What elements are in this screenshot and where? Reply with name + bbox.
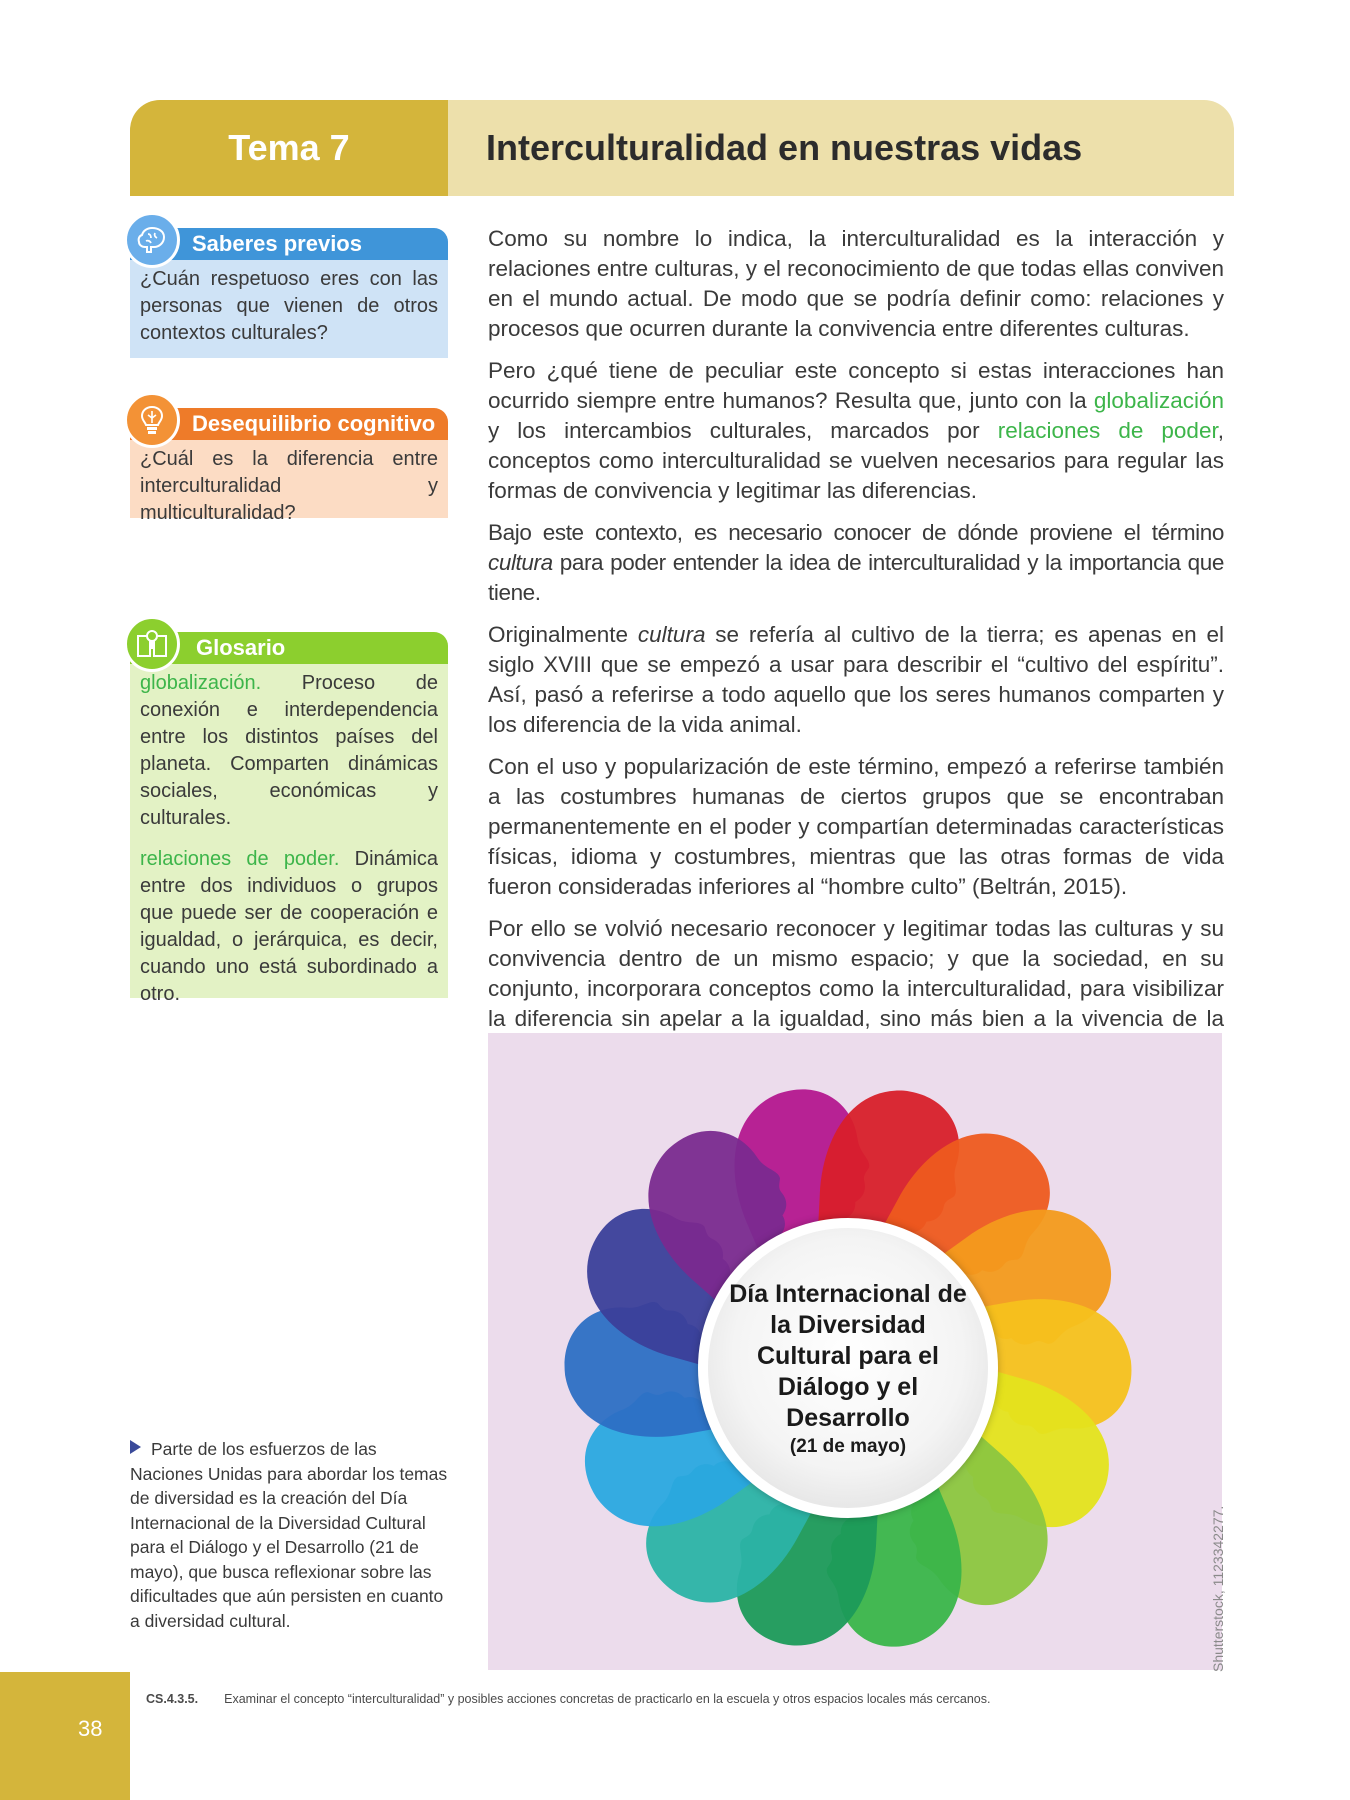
glossary-link-relaciones-de-poder[interactable]: relaciones de poder	[997, 418, 1218, 443]
paragraph: Originalmente cultura se refería al cultivo de la tierra; es apenas en el siglo XVIII que se empezó a usar para describir el “cultivo del espíritu”. Así, pasó a referirse a todo aquello que los seres humanos comparten y los diferencia de la vida animal.	[488, 622, 1225, 737]
glosario-definition: Dinámica entre dos individuos o grupos que puede ser de cooperación e igualdad, o jerárquica, es decir, cuando uno está subordinado a otro.	[140, 848, 438, 1005]
book-magnifier-icon	[124, 616, 180, 672]
objective-text: Examinar el concepto “interculturalidad” y posibles acciones concretas de practicarlo en la escuela y otros espacios locales más cercanos.	[224, 1692, 991, 1706]
glosario-box	[130, 632, 448, 1005]
paragraph: Con el uso y popularización de este término, empezó a referirse también a las costumbres humanas de ciertos grupos que se encontraban permanentemente en el poder y compartían determinadas características físicas, idioma y costumbres, mientras que las otras formas de vida fueron consideradas inferiores al “hombre culto” (Beltrán, 2015).	[488, 754, 1224, 899]
diversity-day-illustration	[488, 1033, 1222, 1670]
desequilibrio-cognitivo-title: Desequilibrio cognitivo	[192, 411, 436, 436]
brain-icon	[124, 212, 180, 268]
paragraph: Como su nombre lo indica, la interculturalidad es la interacción y relaciones entre culturas, y el reconocimiento de que todas ellas conviven en el mundo actual. De modo que se podría definir como: relaciones y procesos que ocurren durante la convivencia entre diferentes culturas.	[488, 226, 1224, 341]
glosario-definition: Proceso de conexión e interdependencia entre los distintos países del planeta. Comparten dinámicas sociales, económicas y culturales.	[140, 672, 438, 829]
saberes-previos-title: Saberes previos	[192, 231, 362, 256]
glosario-entry	[140, 846, 438, 1008]
topic-title-box	[448, 100, 1234, 196]
topic-banner	[130, 100, 1234, 196]
desequilibrio-cognitivo-text: ¿Cuál es la diferencia entre interculturalidad y multiculturalidad?	[130, 440, 448, 518]
image-credit: Shutterstock, 1123342277.	[1210, 1505, 1226, 1672]
center-badge	[698, 1218, 998, 1518]
glosario-term: relaciones de poder.	[140, 848, 340, 870]
topic-number: Tema 7	[228, 127, 350, 168]
paragraph: Por ello se volvió necesario reconocer y legitimar todas las culturas y su convivencia dentro de un mismo espacio; y que la sociedad, en su conjunto, incorporara conceptos como la interculturalidad, para visibilizar la diferencia sin apelar a la igualdad, sino más bien a la vivencia de la	[488, 916, 1224, 1031]
objective-code: CS.4.3.5.	[146, 1692, 199, 1706]
glosario-term: globalización.	[140, 672, 262, 694]
glosario-body	[130, 664, 448, 1005]
learning-objective	[146, 1692, 990, 1706]
glosario-title: Glosario	[196, 635, 286, 660]
desequilibrio-cognitivo-header	[130, 408, 448, 440]
paragraph: Pero ¿qué tiene de peculiar este concepto si estas interacciones han ocurrido siempre entre humanos? Resulta que, junto con la globalización y los intercambios culturales, marcados por relaciones de poder, conceptos como interculturalidad se vuelven necesarios para regular las formas de convivencia y legitimar las diferencias.	[488, 358, 1224, 503]
image-caption	[130, 1437, 450, 1633]
desequilibrio-cognitivo-box	[130, 408, 448, 524]
glosario-entry	[140, 670, 438, 832]
glossary-link-globalizacion[interactable]: globalización	[1093, 388, 1224, 413]
main-text	[488, 224, 1224, 1076]
page-number-tab	[0, 1672, 130, 1800]
page-number: 38	[78, 1716, 103, 1741]
saberes-previos-box	[130, 228, 448, 358]
lightbulb-icon	[124, 392, 180, 448]
illustration-title: Día Internacional de la Diversidad Cultural para el Diálogo y el Desarrollo	[729, 1279, 967, 1432]
saberes-previos-header	[130, 228, 448, 260]
saberes-previos-text: ¿Cuán respetuoso eres con las personas que vienen de otros contextos culturales?	[130, 260, 448, 358]
topic-label-box	[130, 100, 448, 196]
paragraph: Bajo este contexto, es necesario conocer de dónde proviene el término cultura para poder entender la idea de interculturalidad y la importancia que tiene.	[488, 520, 1224, 605]
caption-text: Parte de los esfuerzos de las Naciones Unidas para abordar los temas de diversidad es la creación del Día Internacional de la Diversidad Cultural para el Diálogo y el Desarrollo (21 de mayo), que busca reflexionar sobre las dificultades que aún persisten en cuanto a diversidad cultural.	[130, 1439, 448, 1631]
illustration-date: (21 de mayo)	[789, 1435, 907, 1457]
caption-arrow-icon	[130, 1440, 141, 1454]
glosario-header	[130, 632, 448, 664]
page-title: Interculturalidad en nuestras vidas	[486, 127, 1083, 168]
